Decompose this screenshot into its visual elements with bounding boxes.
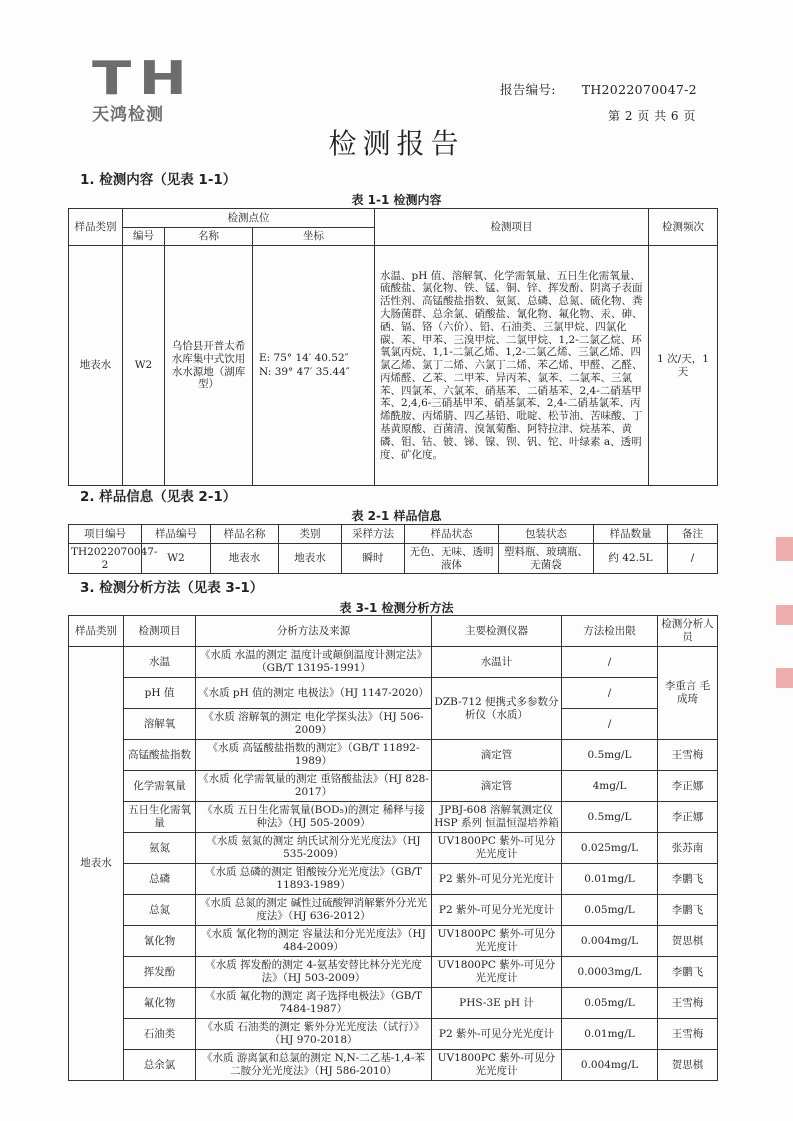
analyst: 李重言 毛成琦 [658,647,718,740]
method: 《水质 溶解氧的测定 电化学探头法》（HJ 506-2009） [196,709,432,740]
item: 化学需氧量 [124,771,196,802]
analyst: 李正娜 [658,802,718,833]
report-number-label: 报告编号: [500,82,556,97]
instrument: DZB-712 便携式多参数分析仪（水质） [432,678,562,740]
item: 总余氯 [124,1050,196,1081]
sample-type: 地表水 [279,544,342,574]
table-row [69,926,718,957]
header-point: 检测点位 [123,209,375,228]
analyst: 王雪梅 [658,740,718,771]
analyst: 张苏南 [658,833,718,864]
detection-limit: 0.05mg/L [562,988,658,1019]
h3-analyst: 检测分析人员 [658,616,718,647]
detection-limit: 0.025mg/L [562,833,658,864]
sample-name: 地表水 [211,544,279,574]
item: 溶解氧 [124,709,196,740]
section-2-heading: 2. 样品信息（见表 2-1） [80,489,237,505]
detection-limit: 0.004mg/L [562,1050,658,1081]
instrument: 滴定管 [432,771,562,802]
coord-n: N: 39° 47′ 35.44″ [259,365,350,378]
h2-quantity: 样品数量 [594,525,668,544]
header-name: 名称 [165,228,253,246]
coord-e: E: 75° 14′ 40.52″ [259,351,349,364]
h2-sample-name: 样品名称 [211,525,279,544]
item: 氰化物 [124,926,196,957]
instrument: P2 紫外-可见分光光度计 [432,895,562,926]
inspection-content-table [68,208,718,486]
detection-limit: / [562,647,658,678]
h3-category: 样品类别 [69,616,124,647]
sample-info-table [68,524,718,574]
item: 氟化物 [124,988,196,1019]
table-row [69,895,718,926]
report-number-value: TH2022070047-2 [581,82,697,97]
method: 《水质 水温的测定 温度计或颠倒温度计测定法》（GB/T 13195-1991） [196,647,432,678]
detection-limit: 0.5mg/L [562,740,658,771]
h3-instrument: 主要检测仪器 [432,616,562,647]
company-logo [92,51,217,125]
report-number [500,80,697,98]
analysis-method-table [68,615,718,1081]
item: 高锰酸盐指数 [124,740,196,771]
instrument: UV1800PC 紫外-可见分光光度计 [432,1050,562,1081]
table-row [69,709,718,740]
table-row [69,864,718,895]
detection-limit: 0.01mg/L [562,864,658,895]
header-coord: 坐标 [253,228,375,246]
sample-no: W2 [142,544,211,574]
detection-limit: 0.0003mg/L [562,957,658,988]
table-row [69,544,718,574]
table-row [69,678,718,709]
instrument: UV1800PC 紫外-可见分光光度计 [432,926,562,957]
table-row [69,1050,718,1081]
item: 石油类 [124,1019,196,1050]
table-row [69,957,718,988]
table-2-caption: 表 2-1 样品信息 [351,509,442,523]
item: pH 值 [124,678,196,709]
method: 《水质 挥发酚的测定 4-氨基安替比林分光光度法》（HJ 503-2009） [196,957,432,988]
sampling-method: 瞬时 [342,544,405,574]
detection-limit: / [562,709,658,740]
instrument: UV1800PC 紫外-可见分光光度计 [432,957,562,988]
method: 《水质 氨氮的测定 纳氏试剂分光光度法》（HJ 535-2009） [196,833,432,864]
remark: / [668,544,718,574]
page-info: 第 2 页 共 6 页 [608,109,696,123]
logo-name: 天鸿检测 [92,105,164,125]
h2-package: 包装状态 [499,525,594,544]
method-category: 地表水 [69,647,124,1081]
package-state: 塑料瓶、玻璃瓶、无菌袋 [499,544,594,574]
logo-letters: TH [92,51,195,105]
item: 五日生化需氧量 [124,802,196,833]
point-id: W2 [123,246,165,486]
h3-limit: 方法检出限 [562,616,658,647]
item: 水温 [124,647,196,678]
inspection-items: 水温、pH 值、溶解氧、化学需氧量、五日生化需氧量、硫酸盐、氯化物、铁、锰、铜、锌、挥发酚、阴离子表面活性剂、高锰酸盐指数、氨氮、总磷、总氮、硫化物、粪大肠菌群、总余氯、硝酸盐、氰化物、氟化物、汞、砷、硒、镉、铬（六价）、铅、石油类、三氯甲烷、四氯化碳、苯、甲苯、三溴甲烷、二氯甲烷、1,2-二氯乙烷、环氧氯丙烷、1,1-二氯乙烯、1,2-二氯乙烯、三氯乙烯、四氯乙烯、氯丁二烯、六氯丁二烯、苯乙烯、甲醛、乙醛、丙烯醛、乙苯、二甲苯、异丙苯、氯苯、二氯苯、三氯苯、四氯苯、六氯苯、硝基苯、二硝基苯、2,4-二硝基甲苯、2,4,6-三硝基甲苯、硝基氯苯、2,4-二硝基氯苯、丙烯酰胺、丙烯腈、四乙基铅、吡啶、松节油、苦味酸、丁基黄原酸、百菌清、溴氰菊酯、阿特拉津、烷基苯、黄磷、钼、钴、铍、锑、镍、钡、钒、铊、叶绿素 a、透明度、矿化度。 [375,246,649,486]
seal-fragment [776,668,793,688]
project-no: TH2022070047-2 [69,544,142,574]
report-title: 检测报告 [328,127,465,160]
table-row [69,740,718,771]
analyst: 李鹏飞 [658,864,718,895]
method: 《水质 氰化物的测定 容量法和分光光度法》（HJ 484-2009） [196,926,432,957]
method: 《水质 石油类的测定 紫外分光光度法（试行）》（HJ 970-2018） [196,1019,432,1050]
table-1-caption: 表 1-1 检测内容 [351,193,442,207]
instrument: P2 紫外-可见分光光度计 [432,1019,562,1050]
analyst: 李正娜 [658,771,718,802]
table-row [69,833,718,864]
section-1-heading: 1. 检测内容（见表 1-1） [80,172,237,188]
instrument: 水温计 [432,647,562,678]
analyst: 贺思棋 [658,1050,718,1081]
table-row [69,771,718,802]
sample-category: 地表水 [69,246,123,486]
header-items: 检测项目 [375,209,649,246]
table-row [69,802,718,833]
analyst: 王雪梅 [658,1019,718,1050]
h2-project-no: 项目编号 [69,525,142,544]
instrument: UV1800PC 紫外-可见分光光度计 [432,833,562,864]
seal-fragment [776,605,793,625]
sample-state: 无色、无味、透明液体 [405,544,499,574]
inspection-frequency: 1 次/天，1 天 [649,246,718,486]
analyst: 李鹏飞 [658,957,718,988]
analyst: 贺思棋 [658,926,718,957]
method: 《水质 高锰酸盐指数的测定》（GB/T 11892-1989） [196,740,432,771]
table-row [69,647,718,678]
detection-limit: 0.004mg/L [562,926,658,957]
h2-state: 样品状态 [405,525,499,544]
analyst: 王雪梅 [658,988,718,1019]
item: 氨氮 [124,833,196,864]
item: 总磷 [124,864,196,895]
instrument: 滴定管 [432,740,562,771]
seal-fragment [776,537,793,561]
point-name: 乌恰县开普太希水库集中式饮用水水源地（湖库型） [165,246,253,486]
h3-method: 分析方法及来源 [196,616,432,647]
instrument: P2 紫外-可见分光光度计 [432,864,562,895]
method: 《水质 总磷的测定 钼酸铵分光光度法》（GB/T 11893-1989） [196,864,432,895]
detection-limit: 4mg/L [562,771,658,802]
item: 挥发酚 [124,957,196,988]
section-3-heading: 3. 检测分析方法（见表 3-1） [80,580,264,596]
h2-method: 采样方法 [342,525,405,544]
method: 《水质 氟化物的测定 离子选择电极法》（GB/T 7484-1987） [196,988,432,1019]
detection-limit: 0.05mg/L [562,895,658,926]
h3-item: 检测项目 [124,616,196,647]
h2-remark: 备注 [668,525,718,544]
h2-sample-no: 样品编号 [142,525,211,544]
header-frequency: 检测频次 [649,209,718,246]
method: 《水质 五日生化需氧量(BOD₅)的测定 稀释与接种法》（HJ 505-2009） [196,802,432,833]
detection-limit: 0.5mg/L [562,802,658,833]
table-row [69,988,718,1019]
item: 总氮 [124,895,196,926]
sample-quantity: 约 42.5L [594,544,668,574]
instrument: JPBJ-608 溶解氧测定仪 HSP 系列 恒温恒湿培养箱 [432,802,562,833]
detection-limit: / [562,678,658,709]
instrument: PHS-3E pH 计 [432,988,562,1019]
method: 《水质 总氮的测定 碱性过硫酸钾消解紫外分光光度法》（HJ 636-2012） [196,895,432,926]
method: 《水质 pH 值的测定 电极法》（HJ 1147-2020） [196,678,432,709]
point-coordinates [253,246,375,486]
header-id: 编号 [123,228,165,246]
header-category: 样品类别 [69,209,123,246]
h2-type: 类别 [279,525,342,544]
method: 《水质 化学需氧量的测定 重铬酸盐法》（HJ 828-2017） [196,771,432,802]
table-3-caption: 表 3-1 检测分析方法 [339,601,454,615]
table-row [69,1019,718,1050]
detection-limit: 0.01mg/L [562,1019,658,1050]
analyst: 李鹏飞 [658,895,718,926]
method: 《水质 游离氯和总氯的测定 N,N-二乙基-1,4-苯二胺分光光度法》（HJ 586-2010） [196,1050,432,1081]
